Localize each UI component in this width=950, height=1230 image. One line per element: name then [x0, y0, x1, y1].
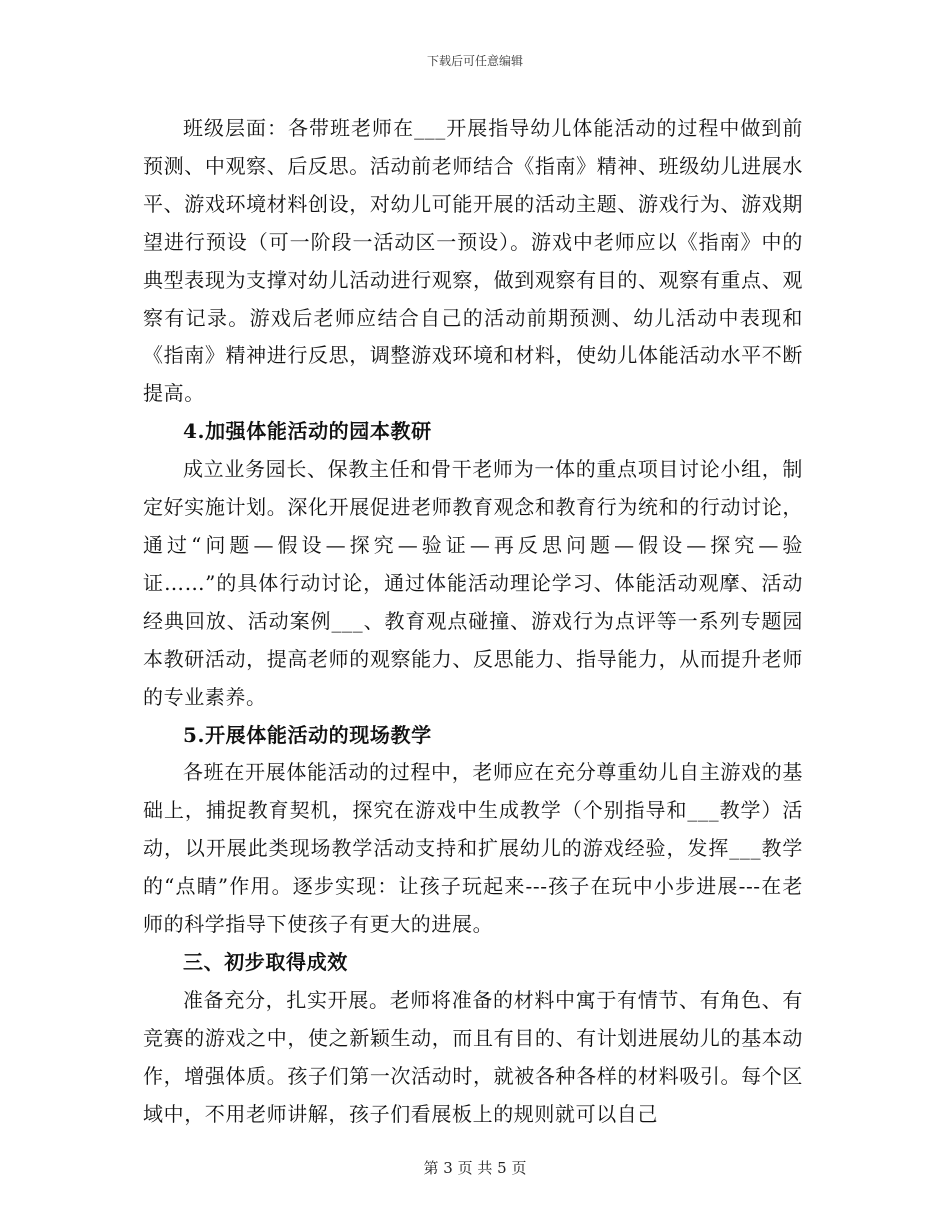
heading-part-3: 三、初步取得成效 — [183, 949, 348, 974]
paragraph-teaching-research: 成立业务园长、保教主任和骨干老师为一体的重点项目讨论小组，制定好实施计划。深化开展促进老师教育观念和教育行为统和的行动讨论，通过“问题—假设—探究—验证—再反思问题—假设—探究—验证……”的具体行动讨论，通过体能活动理论学习、体能活动观摩、活动经典回放、活动案例___、教育观点碰撞、游戏行为点评等一系列专题园本教研活动，提高老师的观察能力、反思能力、指导能力，从而提升老师的专业素养。 — [143, 457, 803, 709]
document-body — [143, 110, 803, 1133]
heading-section-4: 4.加强体能活动的园本教研 — [183, 419, 432, 444]
page-header: 下载后可任意编辑 — [426, 54, 523, 68]
paragraph-onsite-teaching: 各班在开展体能活动的过程中，老师应在充分尊重幼儿自主游戏的基础上，捕捉教育契机，探究在游戏中生成教学（个别指导和___教学）活动，以开展此类现场教学活动支持和扩展幼儿的游戏经验，发挥___教学的“点睛”作用。逐步实现：让孩子玩起来---孩子在玩中小步进展---在老师的科学指导下使孩子有更大的进展。 — [143, 760, 803, 937]
paragraph-results: 准备充分，扎实开展。老师将准备的材料中寓于有情节、有角色、有竞赛的游戏之中，使之新颖生动，而且有目的、有计划进展幼儿的基本动作，增强体质。孩子们第一次活动时，就被各种各样的材料吸引。每个区域中，不用老师讲解，孩子们看展板上的规则就可以自己 — [143, 987, 803, 1126]
paragraph-class-level: 班级层面：各带班老师在___开展指导幼儿体能活动的过程中做到前预测、中观察、后反思。活动前老师结合《指南》精神、班级幼儿进展水平、游戏环境材料创设，对幼儿可能开展的活动主题、游戏行为、游戏期望进行预设（可一阶段一活动区一预设）。游戏中老师应以《指南》中的典型表现为支撑对幼儿活动进行观察，做到观察有目的、观察有重点、观察有记录。游戏后老师应结合自己的活动前期预测、幼儿活动中表现和《指南》精神进行反思，调整游戏环境和材料，使幼儿体能活动水平不断提高。 — [143, 116, 803, 406]
heading-section-5: 5.开展体能活动的现场教学 — [183, 722, 432, 747]
page-footer: 第 3 页 共 5 页 — [423, 1159, 527, 1177]
